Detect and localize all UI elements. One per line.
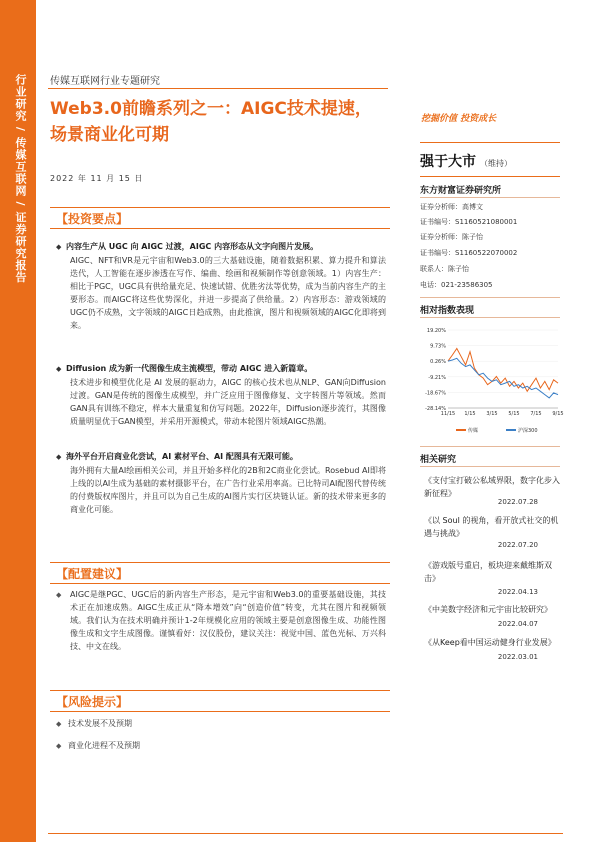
invest-bullet-2 [56,362,386,376]
header-divider [48,88,388,89]
config-text: AIGC是继PGC、UGC后的新内容生产形态，是元宇宙和Web3.0的重要基础设施，其技术正在加速成熟。AIGC生成正从“降本增效”向“创造价值”转变，尤其在图片和视频领域。我们认为在技术明确并预计1-2年规模化应用的领域主要是创意图像生成、功能性图像生成和文字生成图像。谨慎看好：汉仪股份，建议关注：视觉中国、蓝色光标、万兴科技、中文在线。 [70,590,386,651]
institute-name: 东方财富证券研究所 [420,186,502,196]
risk-item-2 [56,739,140,753]
diamond-bullet-icon: ◆ [56,591,62,599]
y-tick-label: 0.26% [430,359,446,366]
related-item-5[interactable]: 《从Keep看中国运动健身行业发展》 [424,638,556,647]
title-line-1: Web3.0前瞻系列之一：AIGC技术提速， [50,99,372,119]
y-tick-label: -9.21% [428,374,446,381]
rating-bottom-divider [420,176,560,177]
footer-divider [48,833,563,834]
invest-bullet-1-body: AIGC、NFT和VR是元宇宙和Web3.0的三大基础设施，随着数据积累、算力提升和算法迭代，人工智能在逐步渗透在写作、编曲、绘画和视频制作等创意领域。1）内容生产：相比于PGC，UGC具有供给量充足、快速试错、优胜劣汰等优势，成为当前内容生产的主要形态。而AIGC将这些优势深化，并进一步提高了供给量。2）内容形态：游戏领域的UGC仍不成熟，文字领域的AIGC日趋成熟，由此推演，图片和视频领域的AIGC化即将到来。 [70,256,386,330]
risk-item-1-text: 技术发展不及预期 [68,719,132,728]
related-item-3[interactable]: 《游戏版号重启，板块迎来戴维斯双击》 [424,561,552,583]
x-tick-label: 9/15 [552,411,564,417]
chart-top-divider [420,297,560,298]
chart-title: 相对指数表现 [420,306,475,316]
x-tick-label: 1/15 [464,411,476,417]
series-line-1 [448,358,558,398]
risk-item-2-text: 商业化进程不及预期 [68,741,140,750]
y-tick-label: -18.67% [425,390,446,397]
related-item-2[interactable]: 《以 Soul 的视角，看开放式社交的机遇与挑战》 [424,516,559,538]
legend-label-1: 沪深300 [518,428,538,434]
risk-heading-text: 【风险提示】 [56,695,129,709]
invest-bullet-2-title: Diffusion 成为新一代图像生成主流模型，带动 AIGC 进入新篇章。 [66,364,313,373]
y-tick-label: -28.14% [425,406,446,412]
sidebar-band [0,0,36,842]
x-tick-label: 5/15 [508,411,520,417]
related-date-4: 2022.04.07 [497,620,538,628]
invest-bullet-2-body: 技术进步和模型优化是 AI 发展的驱动力，AIGC 的核心技术也从NLP、GAN向Diffusion过渡。GAN是传统的图像生成模型，并广泛应用于图像修复、文字转图片等领域。然而GAN具有训练不稳定，样本大量重复和仿写问题。2022年，Diffusion逐步流行，其图像质量明显优于GAN模型，并采用开源模式，带动本轮图片领域AIGC热潮。 [70,378,386,426]
rating [420,151,512,171]
diamond-bullet-icon: ◆ [56,243,62,251]
risk-item-1 [56,717,132,731]
related-date-1: 2022.07.28 [497,498,538,506]
rating-note: （维持） [480,159,512,168]
related-title: 相关研究 [420,455,457,465]
analyst-line: 证书编号：S1160522070002 [420,249,518,257]
analyst-line: 证券分析师：陈子怡 [420,233,483,241]
analyst-line: 证券分析师：高博文 [420,203,483,211]
relative-index-chart [418,322,564,444]
related-item-4[interactable]: 《中美数字经济和元宇宙比较研究》 [424,605,552,614]
sidebar-label: 行业研究 / 传媒互联网 / 证券研究报告 [14,74,27,284]
diamond-bullet-icon: ◆ [56,453,62,461]
legend-label-0: 传媒 [468,428,479,434]
series-line-0 [448,349,558,392]
diamond-bullet-icon: ◆ [56,365,62,373]
institute-divider [420,197,560,198]
y-tick-label: 19.20% [426,328,446,334]
related-title-divider [420,466,560,467]
rating-label: 强于大市 [420,154,476,170]
relative-index-chart-svg [418,322,564,444]
invest-bullet-1 [56,240,386,254]
title-line-2: 场景商业化可期 [50,125,169,145]
invest-heading [50,207,390,229]
analyst-line: 电话：021-23586305 [420,281,493,289]
analyst-line: 证书编号：S1160521080001 [420,218,518,226]
analyst-line: 联系人：陈子怡 [420,265,469,273]
chart-title-divider [420,317,560,318]
diamond-bullet-icon: ◆ [56,742,62,750]
related-item-1[interactable]: 《支付宝打破公私域界限，数字化步入新征程》 [424,476,560,498]
invest-bullet-3-title: 海外平台开启商业化尝试，AI 素材平台、AI 配图具有无限可能。 [66,452,298,461]
slogan: 挖掘价值 投资成长 [421,114,497,124]
related-top-divider [420,446,560,447]
config-heading [50,562,390,584]
x-tick-label: 3/15 [486,411,498,417]
diamond-bullet-icon: ◆ [56,720,62,728]
x-tick-label: 7/15 [530,411,542,417]
related-date-3: 2022.04.13 [497,588,538,596]
report-title [50,96,390,148]
report-date: 2022 年 11 月 15 日 [50,174,144,183]
x-tick-label: 11/15 [440,411,456,417]
report-category: 传媒互联网行业专题研究 [50,76,160,87]
invest-bullet-1-title: 内容生产从 UGC 向 AIGC 过渡，AIGC 内容形态从文字向图片发展。 [66,242,319,251]
config-heading-text: 【配置建议】 [56,567,129,581]
risk-heading [50,690,390,712]
rating-top-divider [420,142,560,143]
related-date-5: 2022.03.01 [497,653,538,661]
y-tick-label: 9.73% [430,343,446,350]
invest-heading-text: 【投资要点】 [56,212,129,226]
related-date-2: 2022.07.20 [497,541,538,549]
invest-bullet-3-body: 海外拥有大量AI绘画相关公司，并且开始多样化的2B和2C商业化尝试。Rosebud AI即将上线的以AI生成为基础的素材摄影平台，在广告行业采用率高。已比特司AI配图代替传统的付费版权库图片，并且可以为自己生成的AI图片实行区块链认证。新的技术带来更多的商业化可能。 [70,466,386,514]
invest-bullet-3 [56,450,386,464]
